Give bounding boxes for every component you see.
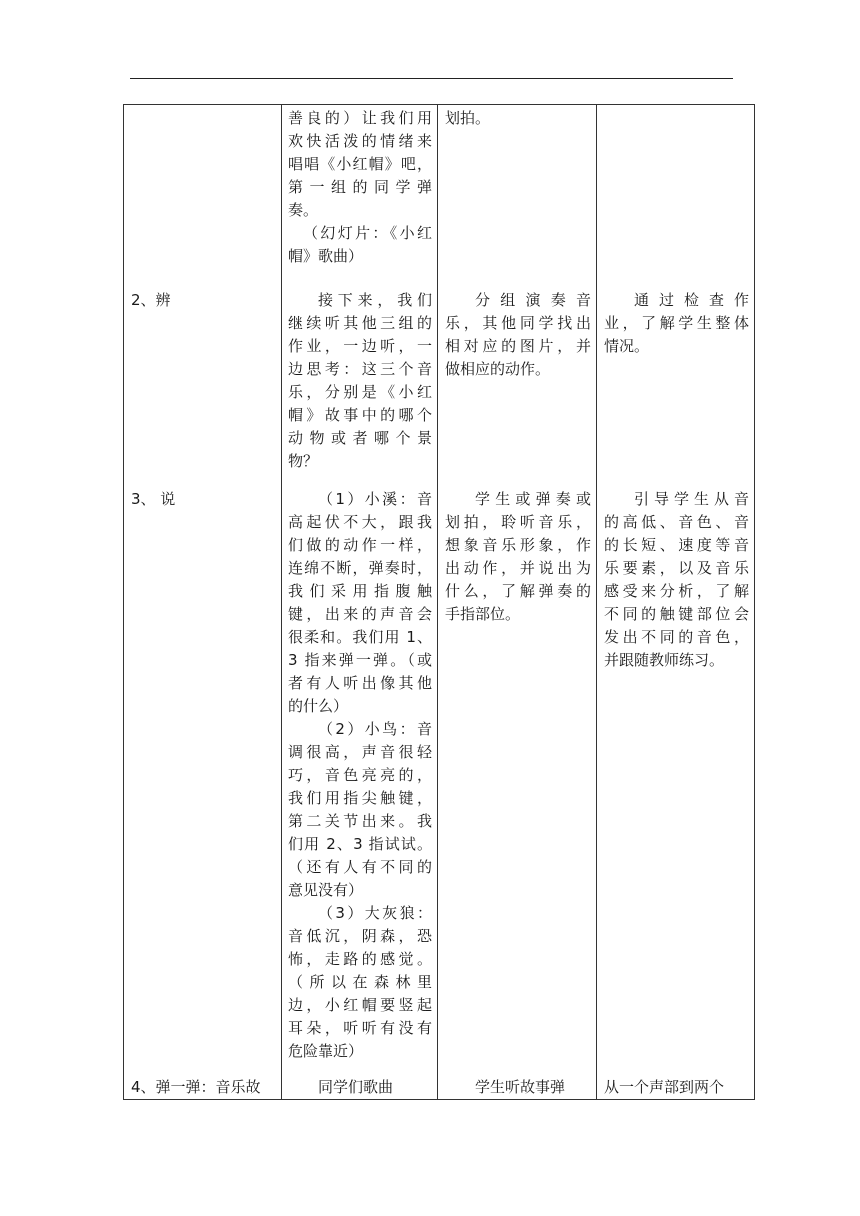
design-intent-column bbox=[597, 105, 755, 1100]
text-line: 乐，分别是《小红 bbox=[288, 383, 432, 401]
c2-row3-text bbox=[288, 488, 432, 1063]
c4-row3-text bbox=[604, 488, 749, 672]
text-line: 高起伏不大，跟我 bbox=[288, 513, 432, 531]
c4-row4-text bbox=[604, 1076, 749, 1099]
text-line: 键，出来的声音会 bbox=[288, 605, 432, 623]
text-line: 3、 说 bbox=[131, 490, 176, 508]
text-line: 情况。 bbox=[604, 337, 650, 355]
text-line: 业，了解学生整体 bbox=[604, 314, 749, 332]
text-line: 引导学生从音 bbox=[634, 490, 749, 508]
c1-row3-text bbox=[131, 488, 275, 511]
text-line: 接下来，我们 bbox=[318, 291, 432, 309]
text-line: 的什么） bbox=[288, 697, 349, 715]
text-line: 巧，音色亮亮的， bbox=[288, 766, 432, 784]
text-line: 划拍。 bbox=[445, 109, 491, 127]
text-line: 物？ bbox=[288, 452, 319, 470]
text-line: 学生或弹奏或 bbox=[475, 490, 591, 508]
text-line: 继续听其他三组的 bbox=[288, 314, 432, 332]
c3-row4-text bbox=[445, 1076, 591, 1099]
lesson-plan-table bbox=[123, 104, 755, 1100]
text-line: 的高低、音色、音 bbox=[604, 513, 749, 531]
text-line: 想象音乐形象，作 bbox=[445, 536, 591, 554]
text-line: 们用 2、3 指试试。 bbox=[288, 835, 432, 853]
text-line: 划拍，聆听音乐， bbox=[445, 513, 591, 531]
text-line: 边思考：这三个音 bbox=[288, 360, 432, 378]
text-line: 手指部位。 bbox=[445, 605, 521, 623]
text-line: （还有人有不同的 bbox=[288, 858, 432, 876]
text-line: 连绵不断，弹奏时， bbox=[288, 559, 432, 577]
text-line: 调很高，声音很轻 bbox=[288, 743, 432, 761]
text-line: 并跟随教师练习。 bbox=[604, 651, 725, 669]
text-line: 不同的触键部位会 bbox=[604, 605, 749, 623]
text-line: 唱唱《小红帽》吧， bbox=[288, 155, 432, 173]
text-line: 奏。 bbox=[288, 201, 319, 219]
text-line: 2、辨 bbox=[131, 291, 171, 309]
text-line: 帽》歌曲） bbox=[288, 247, 364, 265]
c3-row3-text bbox=[445, 488, 591, 626]
text-line: （3）大灰狼： bbox=[318, 904, 432, 922]
text-line: 危险靠近） bbox=[288, 1042, 364, 1060]
text-line: 通过检查作 bbox=[634, 291, 749, 309]
text-line: 发出不同的音色， bbox=[604, 628, 749, 646]
text-line: 很柔和。我们用 1、 bbox=[288, 628, 432, 646]
text-line: （所以在森林里 bbox=[288, 973, 432, 991]
step-column bbox=[124, 105, 282, 1100]
text-line: 感受来分析，了解 bbox=[604, 582, 749, 600]
text-line: 4、弹一弹：音乐故 bbox=[131, 1078, 261, 1096]
text-line: 帽》故事中的哪个 bbox=[288, 406, 432, 424]
c3-row2-text bbox=[445, 289, 591, 381]
text-line: 善良的）让我们用 bbox=[288, 109, 432, 127]
text-line: 从一个声部到两个 bbox=[604, 1078, 725, 1096]
text-line: 相对应的图片，并 bbox=[445, 337, 591, 355]
text-line: 们做的动作一样， bbox=[288, 536, 432, 554]
c1-row4-text bbox=[131, 1076, 275, 1099]
c4-row2-text bbox=[604, 289, 749, 358]
text-line: 同学们歌曲 bbox=[318, 1078, 394, 1096]
text-line: 动物或者哪个景 bbox=[288, 429, 432, 447]
text-line: （1）小溪：音 bbox=[318, 490, 432, 508]
text-line: 第一组的同学弹 bbox=[288, 178, 432, 196]
text-line: 乐，其他同学找出 bbox=[445, 314, 591, 332]
text-line: （2）小鸟：音 bbox=[318, 720, 432, 738]
text-line: 我们用指尖触键， bbox=[288, 789, 432, 807]
text-line: 意见没有） bbox=[288, 881, 364, 899]
text-line: 作业，一边听，一 bbox=[288, 337, 432, 355]
c2-row1-text bbox=[288, 107, 432, 268]
text-line: 什么，了解弹奏的 bbox=[445, 582, 591, 600]
text-line: 我们采用指腹触 bbox=[288, 582, 432, 600]
c3-row1-text bbox=[445, 107, 591, 130]
text-line: 3 指来弹一弹。（或 bbox=[288, 651, 432, 669]
text-line: 怖，走路的感觉。 bbox=[288, 950, 432, 968]
text-line: 欢快活泼的情绪来 bbox=[288, 132, 432, 150]
text-line: 的长短、速度等音 bbox=[604, 536, 749, 554]
text-line: 乐要素，以及音乐 bbox=[604, 559, 749, 577]
text-line: 学生听故事弹 bbox=[475, 1078, 566, 1096]
teacher-activity-column bbox=[282, 105, 438, 1100]
c2-row4-text bbox=[288, 1076, 432, 1099]
text-line: 边，小红帽要竖起 bbox=[288, 996, 432, 1014]
c1-row2-text bbox=[131, 289, 275, 312]
text-line: （幻灯片：《小红 bbox=[303, 224, 432, 242]
text-line: 分组演奏音 bbox=[475, 291, 591, 309]
text-line: 做相应的动作。 bbox=[445, 360, 551, 378]
student-activity-column bbox=[438, 105, 597, 1100]
c2-row2-text bbox=[288, 289, 432, 473]
text-line: 出动作，并说出为 bbox=[445, 559, 591, 577]
text-line: 者有人听出像其他 bbox=[288, 674, 432, 692]
header-rule bbox=[130, 78, 733, 79]
text-line: 第二关节出来。我 bbox=[288, 812, 432, 830]
text-line: 耳朵，听听有没有 bbox=[288, 1019, 432, 1037]
text-line: 音低沉，阴森，恐 bbox=[288, 927, 432, 945]
